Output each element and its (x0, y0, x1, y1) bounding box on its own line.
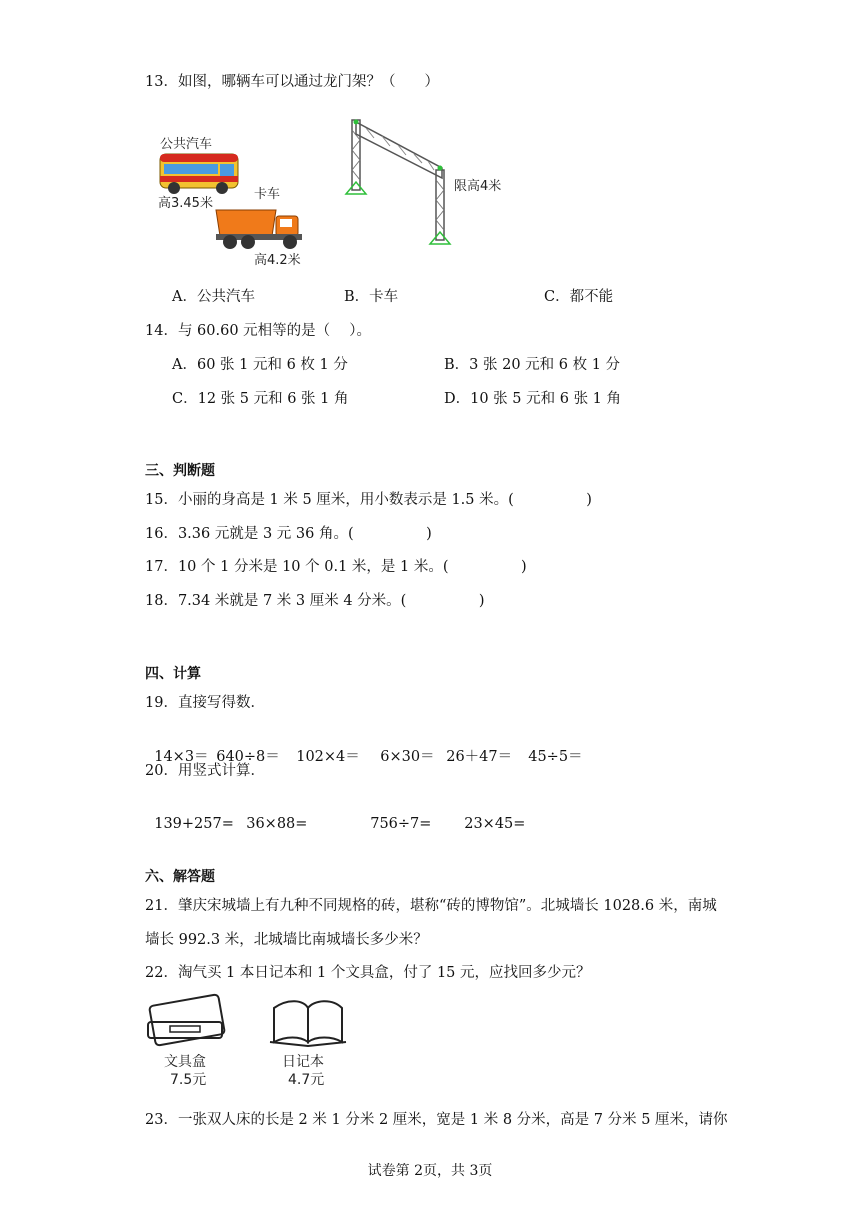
notebook-price: 4.7元 (288, 1072, 325, 1088)
page-footer: 试卷第 2页，共 3页 (367, 1163, 493, 1179)
q20-item: 139+257= (154, 816, 234, 832)
q17-text: 17．10 个 1 分米是 10 个 0.1 米，是 1 米。( ) (145, 559, 527, 575)
q13-figure (150, 112, 520, 272)
q14-option-d: D．10 张 5 元和 6 张 1 角 (444, 391, 622, 407)
q19-item: 102×4＝ (296, 749, 360, 765)
q21-line-2: 墙长 992.3 米，北城墙比南城墙长多少米？ (145, 932, 428, 948)
q19-stem: 19．直接写得数． (145, 695, 265, 711)
q19-item: 640÷8＝ (216, 749, 280, 765)
q19-item: 26＋47＝ (446, 749, 513, 765)
q14-option-a: A．60 张 1 元和 6 枚 1 分 (172, 357, 348, 373)
bus-illustration (158, 136, 238, 211)
section-4-title: 四、计算 (145, 666, 201, 682)
q18-text: 18．7.34 米就是 7 米 3 厘米 4 分米。( ) (145, 593, 485, 609)
q23-line-1: 23．一张双人床的长是 2 米 1 分米 2 厘米，宽是 1 米 8 分米，高是 7 分米 5 厘米，请你 (145, 1112, 728, 1128)
truck-label: 卡车 (254, 187, 281, 202)
q19-item: 45÷5＝ (528, 749, 583, 765)
section-6-title: 六、解答题 (145, 869, 215, 885)
truck-illustration (216, 186, 302, 268)
q20-items (145, 794, 544, 834)
q14-stem: 14．与 60.60 元相等的是（ ）。 (145, 323, 372, 339)
q20-item: 756÷7= (370, 816, 432, 832)
q14-option-c: C．12 张 5 元和 6 张 1 角 (172, 391, 349, 407)
gantry-illustration (346, 120, 501, 245)
q20-item: 23×45= (464, 816, 526, 832)
truck-height: 高4.2米 (254, 253, 301, 268)
bus-label: 公共汽车 (160, 137, 213, 152)
bus-height: 高3.45米 (158, 196, 213, 211)
q16-text: 16．3.36 元就是 3 元 36 角。( ) (145, 526, 432, 542)
q20-item: 36×88= (246, 816, 308, 832)
q21-line-1: 21．肇庆宋城墙上有九种不同规格的砖，堪称“砖的博物馆”。北城墙长 1028.6 米，南城 (145, 898, 717, 914)
q15-text: 15．小丽的身高是 1 米 5 厘米，用小数表示是 1.5 米。( ) (145, 492, 592, 508)
q13-option-c: C．都不能 (544, 289, 614, 305)
gantry-limit-label: 限高4米 (454, 179, 502, 194)
q22-stem: 22．淘气买 1 本日记本和 1 个文具盒，付了 15 元，应找回多少元？ (145, 965, 591, 981)
q19-item: 14×3＝ (154, 749, 209, 765)
q13-option-b: B．卡车 (344, 289, 399, 305)
q19-item: 6×30＝ (380, 749, 435, 765)
q20-stem: 20．用竖式计算． (145, 763, 265, 779)
q22-figure (146, 990, 366, 1092)
pencil-box-name: 文具盒 (164, 1054, 206, 1070)
notebook-icon (270, 1001, 346, 1088)
q14-option-b: B．3 张 20 元和 6 枚 1 分 (444, 357, 621, 373)
q13-option-a: A．公共汽车 (172, 289, 255, 305)
section-3-title: 三、判断题 (145, 463, 215, 479)
q13-stem: 13．如图，哪辆车可以通过龙门架？（ ） (145, 74, 439, 90)
pencil-box-price: 7.5元 (170, 1072, 207, 1088)
notebook-name: 日记本 (282, 1054, 324, 1070)
pencil-box-icon (148, 994, 225, 1088)
